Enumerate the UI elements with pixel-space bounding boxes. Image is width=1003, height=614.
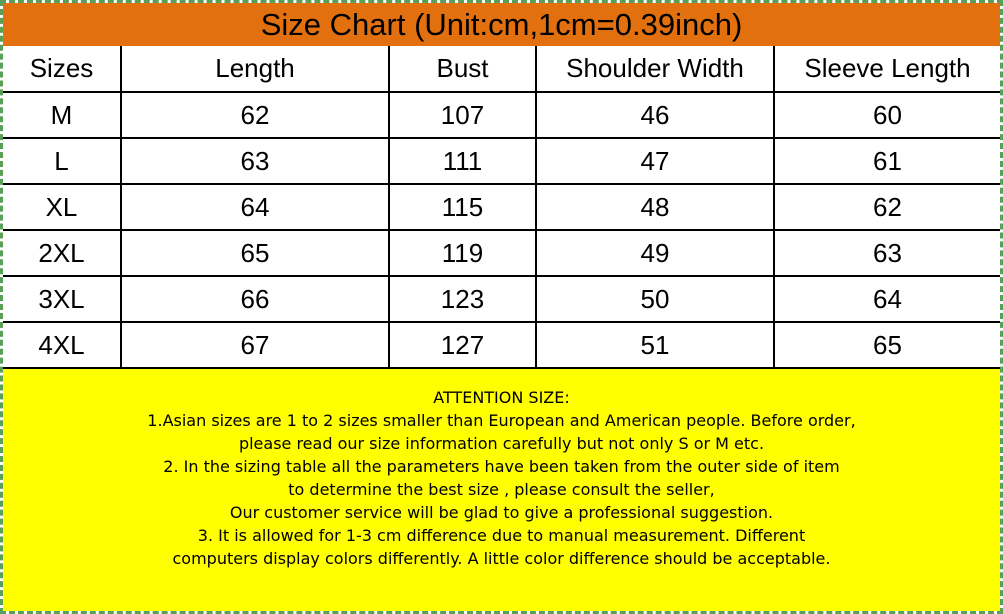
measurement-cell: 61: [774, 138, 1000, 184]
attention-line: 1.Asian sizes are 1 to 2 sizes smaller than European and American people. Before order,: [147, 411, 856, 430]
header-cell: Bust: [389, 46, 536, 92]
measurement-cell: 65: [121, 230, 389, 276]
table-row: [3, 138, 1000, 184]
measurement-cell: 64: [121, 184, 389, 230]
measurement-cell: 67: [121, 322, 389, 368]
page-title: Size Chart (Unit:cm,1cm=0.39inch): [260, 6, 743, 42]
table-row: [3, 230, 1000, 276]
measurement-cell: 64: [774, 276, 1000, 322]
measurement-cell: 62: [774, 184, 1000, 230]
measurement-cell: 111: [389, 138, 536, 184]
measurement-cell: 49: [536, 230, 774, 276]
size-label-cell: M: [3, 92, 121, 138]
size-table: [3, 46, 1000, 369]
measurement-cell: 65: [774, 322, 1000, 368]
size-label-cell: 4XL: [3, 322, 121, 368]
measurement-cell: 47: [536, 138, 774, 184]
measurement-cell: 60: [774, 92, 1000, 138]
measurement-cell: 46: [536, 92, 774, 138]
size-label-cell: 3XL: [3, 276, 121, 322]
measurement-cell: 115: [389, 184, 536, 230]
measurement-cell: 48: [536, 184, 774, 230]
table-row: [3, 322, 1000, 368]
size-table-body: [3, 92, 1000, 368]
attention-line: please read our size information carefully but not only S or M etc.: [238, 434, 765, 453]
size-label-cell: 2XL: [3, 230, 121, 276]
attention-line: to determine the best size , please consult the seller,: [288, 480, 715, 499]
table-row: [3, 184, 1000, 230]
attention-line: computers display colors differently. A little color difference should be acceptable.: [172, 549, 831, 568]
header-cell: Sleeve Length: [774, 46, 1000, 92]
attention-heading: ATTENTION SIZE:: [433, 388, 570, 407]
table-row: [3, 92, 1000, 138]
size-label-cell: XL: [3, 184, 121, 230]
measurement-cell: 50: [536, 276, 774, 322]
attention-box: [3, 369, 1000, 612]
measurement-cell: 63: [121, 138, 389, 184]
attention-line: Our customer service will be glad to give a professional suggestion.: [229, 503, 774, 522]
title-bar: [3, 3, 1000, 46]
measurement-cell: 107: [389, 92, 536, 138]
header-cell: Sizes: [3, 46, 121, 92]
header-cell: Shoulder Width: [536, 46, 774, 92]
header-row: [3, 46, 1000, 92]
size-table-head: [3, 46, 1000, 92]
attention-line: 2. In the sizing table all the parameters have been taken from the outer side of item: [163, 457, 840, 476]
measurement-cell: 119: [389, 230, 536, 276]
header-cell: Length: [121, 46, 389, 92]
size-label-cell: L: [3, 138, 121, 184]
measurement-cell: 63: [774, 230, 1000, 276]
measurement-cell: 66: [121, 276, 389, 322]
attention-line: 3. It is allowed for 1-3 cm difference due to manual measurement. Different: [197, 526, 806, 545]
measurement-cell: 127: [389, 322, 536, 368]
measurement-cell: 123: [389, 276, 536, 322]
measurement-cell: 51: [536, 322, 774, 368]
table-row: [3, 276, 1000, 322]
measurement-cell: 62: [121, 92, 389, 138]
attention-lines: [3, 409, 1000, 570]
